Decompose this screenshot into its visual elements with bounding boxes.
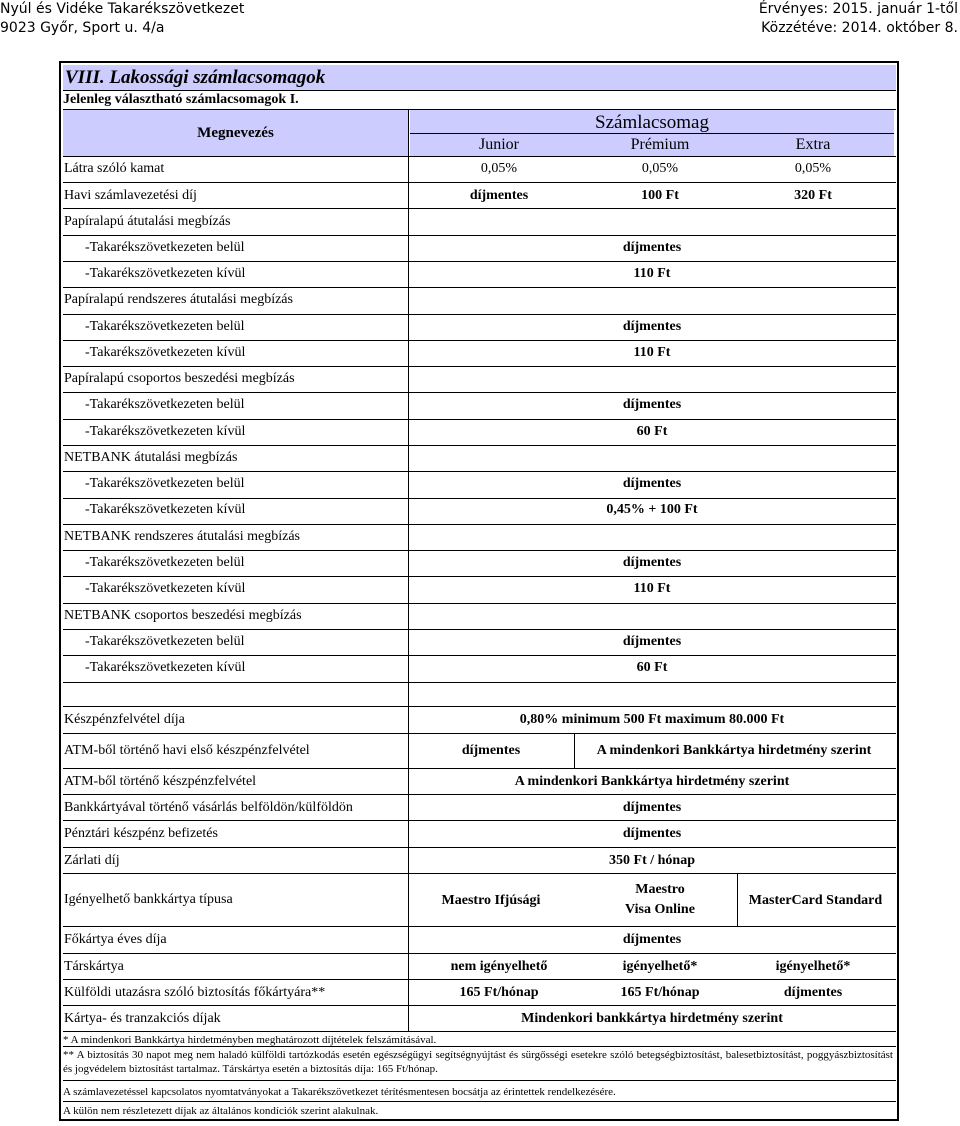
rule — [63, 1080, 896, 1081]
card-type-junior: Maestro Ifjúsági — [441, 893, 541, 908]
group-paper-transfer: Papíralapú átutalási megbízás — [64, 214, 231, 229]
rule — [63, 682, 896, 683]
rule — [63, 576, 896, 577]
rule — [63, 109, 896, 110]
netbank-debit-out-value: 60 Ft — [636, 660, 668, 675]
card-type-label: Igényelhető bankkártya típusa — [64, 892, 233, 907]
paper-transfer-out-label: -Takarékszövetkezeten kívül — [85, 266, 246, 281]
closing-fee-value: 350 Ft / hónap — [609, 853, 695, 868]
section-subtitle: Jelenleg választható számlacsomagok I. — [63, 92, 299, 107]
paper-debit-in-value: díjmentes — [622, 397, 682, 412]
rule — [63, 1101, 896, 1102]
closing-fee-label: Zárlati díj — [64, 853, 120, 868]
rule — [63, 1046, 896, 1047]
rule — [63, 655, 896, 656]
footnote-2: ** A biztosítás 30 napot meg nem haladó külföldi tartózkodás esetén egészségügyi segítségnyújtást és sürgősségi esetekre szóló betegségbiztosítást, balesetbiztosítást, poggyászbiztosítást és jogvédelem biztosítást tartalmaz. Társkártya esetén a biztosítás díja: 165 Ft/hónap. — [63, 1049, 893, 1075]
travel-insurance-premium: 165 Ft/hónap — [620, 985, 700, 1000]
rule — [574, 733, 575, 768]
rule — [63, 794, 896, 795]
card-type-extra: MasterCard Standard — [748, 893, 883, 908]
travel-insurance-junior: 165 Ft/hónap — [459, 985, 539, 1000]
travel-insurance-extra: díjmentes — [783, 985, 843, 1000]
monthly-fee-premium: 100 Ft — [641, 188, 679, 203]
section-title: VIII. Lakossági számlacsomagok — [65, 67, 326, 88]
paper-standing-out-label: -Takarékszövetkezeten kívül — [85, 345, 246, 360]
monthly-fee-label: Havi számlavezetési díj — [64, 188, 197, 203]
rule — [63, 926, 896, 927]
netbank-debit-in-value: díjmentes — [622, 634, 682, 649]
paper-standing-out-value: 110 Ft — [633, 345, 671, 360]
rule — [63, 524, 896, 525]
group-netbank-standing-order: NETBANK rendszeres átutalási megbízás — [64, 529, 300, 544]
premium-header: Prémium — [630, 136, 690, 153]
rule — [63, 392, 896, 393]
additional-card-premium: igényelhető* — [622, 959, 698, 974]
footnote-3: A számlavezetéssel kapcsolatos nyomtatványokat a Takarékszövetkezet térítésmentesen bocsátja az érintettek rendelkezésére. — [63, 1086, 616, 1098]
rule — [63, 471, 896, 472]
rule — [63, 1031, 896, 1032]
footnote-1: * A mindenkori Bankkártya hirdetményben meghatározott díjtételek felszámításával. — [63, 1034, 437, 1046]
group-paper-standing-order: Papíralapú rendszeres átutalási megbízás — [64, 292, 293, 307]
section-title-bar — [63, 65, 896, 91]
netbank-debit-in-label: -Takarékszövetkezeten belül — [85, 634, 245, 649]
rule — [63, 603, 896, 604]
monthly-fee-extra: 320 Ft — [794, 188, 832, 203]
netbank-transfer-in-value: díjmentes — [622, 476, 682, 491]
card-type-premium-line1: Maestro — [635, 882, 685, 897]
netbank-standing-out-value: 110 Ft — [633, 581, 671, 596]
rule — [63, 366, 896, 367]
atm-first-withdrawal-junior: díjmentes — [461, 743, 521, 758]
rule — [63, 733, 896, 734]
additional-card-label: Társkártya — [64, 959, 124, 974]
cash-withdrawal-fee-label: Készpénzfelvétel díja — [64, 712, 185, 727]
paper-transfer-in-value: díjmentes — [622, 240, 682, 255]
card-type-premium-line2: Visa Online — [625, 902, 695, 917]
paper-debit-out-value: 60 Ft — [636, 424, 668, 439]
rule — [737, 873, 738, 926]
cash-deposit-value: díjmentes — [622, 826, 682, 841]
card-transaction-fees-value: Mindenkori bankkártya hirdetmény szerint — [521, 1011, 783, 1026]
rule — [63, 847, 896, 848]
netbank-transfer-out-label: -Takarékszövetkezeten kívül — [85, 502, 246, 517]
atm-first-withdrawal-others: A mindenkori Bankkártya hirdetmény szerint — [596, 743, 872, 758]
netbank-debit-out-label: -Takarékszövetkezeten kívül — [85, 660, 246, 675]
rule — [63, 445, 896, 446]
netbank-transfer-in-label: -Takarékszövetkezeten belül — [85, 476, 245, 491]
rule — [63, 182, 896, 183]
main-card-fee-label: Főkártya éves díja — [64, 932, 167, 947]
monthly-fee-junior: díjmentes — [469, 188, 529, 203]
atm-withdrawal-value: A mindenkori Bankkártya hirdetmény szerint — [514, 774, 790, 789]
card-purchase-label: Bankkártyával történő vásárlás belföldön/külföldön — [64, 800, 353, 815]
card-purchase-value: díjmentes — [622, 800, 682, 815]
rule — [63, 287, 896, 288]
interest-premium: 0,05% — [641, 161, 679, 176]
rule — [63, 768, 896, 769]
rule — [63, 261, 896, 262]
header-right — [759, 0, 958, 38]
paper-standing-in-label: -Takarékszövetkezeten belül — [85, 319, 245, 334]
rule — [63, 235, 896, 236]
rule — [63, 979, 896, 980]
rule — [63, 629, 896, 630]
rule — [410, 133, 894, 134]
travel-insurance-label: Külföldi utazásra szóló biztosítás főkártyára** — [64, 985, 326, 1000]
package-header: Számlacsomag — [595, 112, 709, 133]
paper-transfer-in-label: -Takarékszövetkezeten belül — [85, 240, 245, 255]
junior-header: Junior — [479, 136, 519, 153]
published-date: Közzétéve: 2014. október 8. — [761, 20, 958, 36]
paper-debit-out-label: -Takarékszövetkezeten kívül — [85, 424, 246, 439]
rule — [63, 820, 896, 821]
name-column-header: Megnevezés — [197, 125, 274, 141]
rule — [63, 208, 896, 209]
main-card-fee-value: díjmentes — [622, 932, 682, 947]
netbank-standing-in-label: -Takarékszövetkezeten belül — [85, 555, 245, 570]
footnote-4: A külön nem részletezett díjak az általános kondíciók szerint alakulnak. — [63, 1105, 379, 1117]
price-table — [59, 61, 899, 1121]
card-transaction-fees-label: Kártya- és tranzakciós díjak — [64, 1011, 221, 1026]
rule — [63, 873, 896, 874]
rule — [63, 340, 896, 341]
group-netbank-direct-debit: NETBANK csoportos beszedési megbízás — [64, 608, 302, 623]
rule — [63, 706, 896, 707]
rule — [63, 156, 896, 157]
rule — [63, 953, 896, 954]
rule — [63, 498, 896, 499]
interest-extra: 0,05% — [794, 161, 832, 176]
cash-withdrawal-fee-value: 0,80% minimum 500 Ft maximum 80.000 Ft — [519, 712, 785, 727]
group-paper-direct-debit: Papíralapú csoportos beszedési megbízás — [64, 371, 295, 386]
atm-withdrawal-label: ATM-ből történő készpénzfelvétel — [64, 774, 257, 789]
cash-deposit-label: Pénztári készpénz befizetés — [64, 826, 218, 841]
org-name: Nyúl és Vidéke Takarékszövetkezet — [0, 1, 245, 17]
interest-junior: 0,05% — [480, 161, 518, 176]
interest-label: Látra szóló kamat — [64, 161, 165, 176]
valid-from: Érvényes: 2015. január 1-től — [758, 1, 958, 17]
netbank-transfer-out-value: 0,45% + 100 Ft — [606, 502, 698, 517]
additional-card-junior: nem igényelhető — [450, 959, 548, 974]
paper-transfer-out-value: 110 Ft — [633, 266, 671, 281]
netbank-standing-out-label: -Takarékszövetkezeten kívül — [85, 581, 246, 596]
netbank-standing-in-value: díjmentes — [622, 555, 682, 570]
additional-card-extra: igényelhető* — [775, 959, 851, 974]
rule — [408, 109, 409, 1032]
org-address: 9023 Győr, Sport u. 4/a — [0, 20, 165, 36]
rule — [63, 1005, 896, 1006]
paper-standing-in-value: díjmentes — [622, 319, 682, 334]
rule — [63, 419, 896, 420]
atm-first-withdrawal-label: ATM-ből történő havi első készpénzfelvétel — [64, 743, 310, 758]
header-left — [0, 0, 244, 38]
group-netbank-transfer: NETBANK átutalási megbízás — [64, 450, 238, 465]
rule — [63, 550, 896, 551]
rule — [63, 314, 896, 315]
extra-header: Extra — [795, 136, 831, 153]
paper-debit-in-label: -Takarékszövetkezeten belül — [85, 397, 245, 412]
